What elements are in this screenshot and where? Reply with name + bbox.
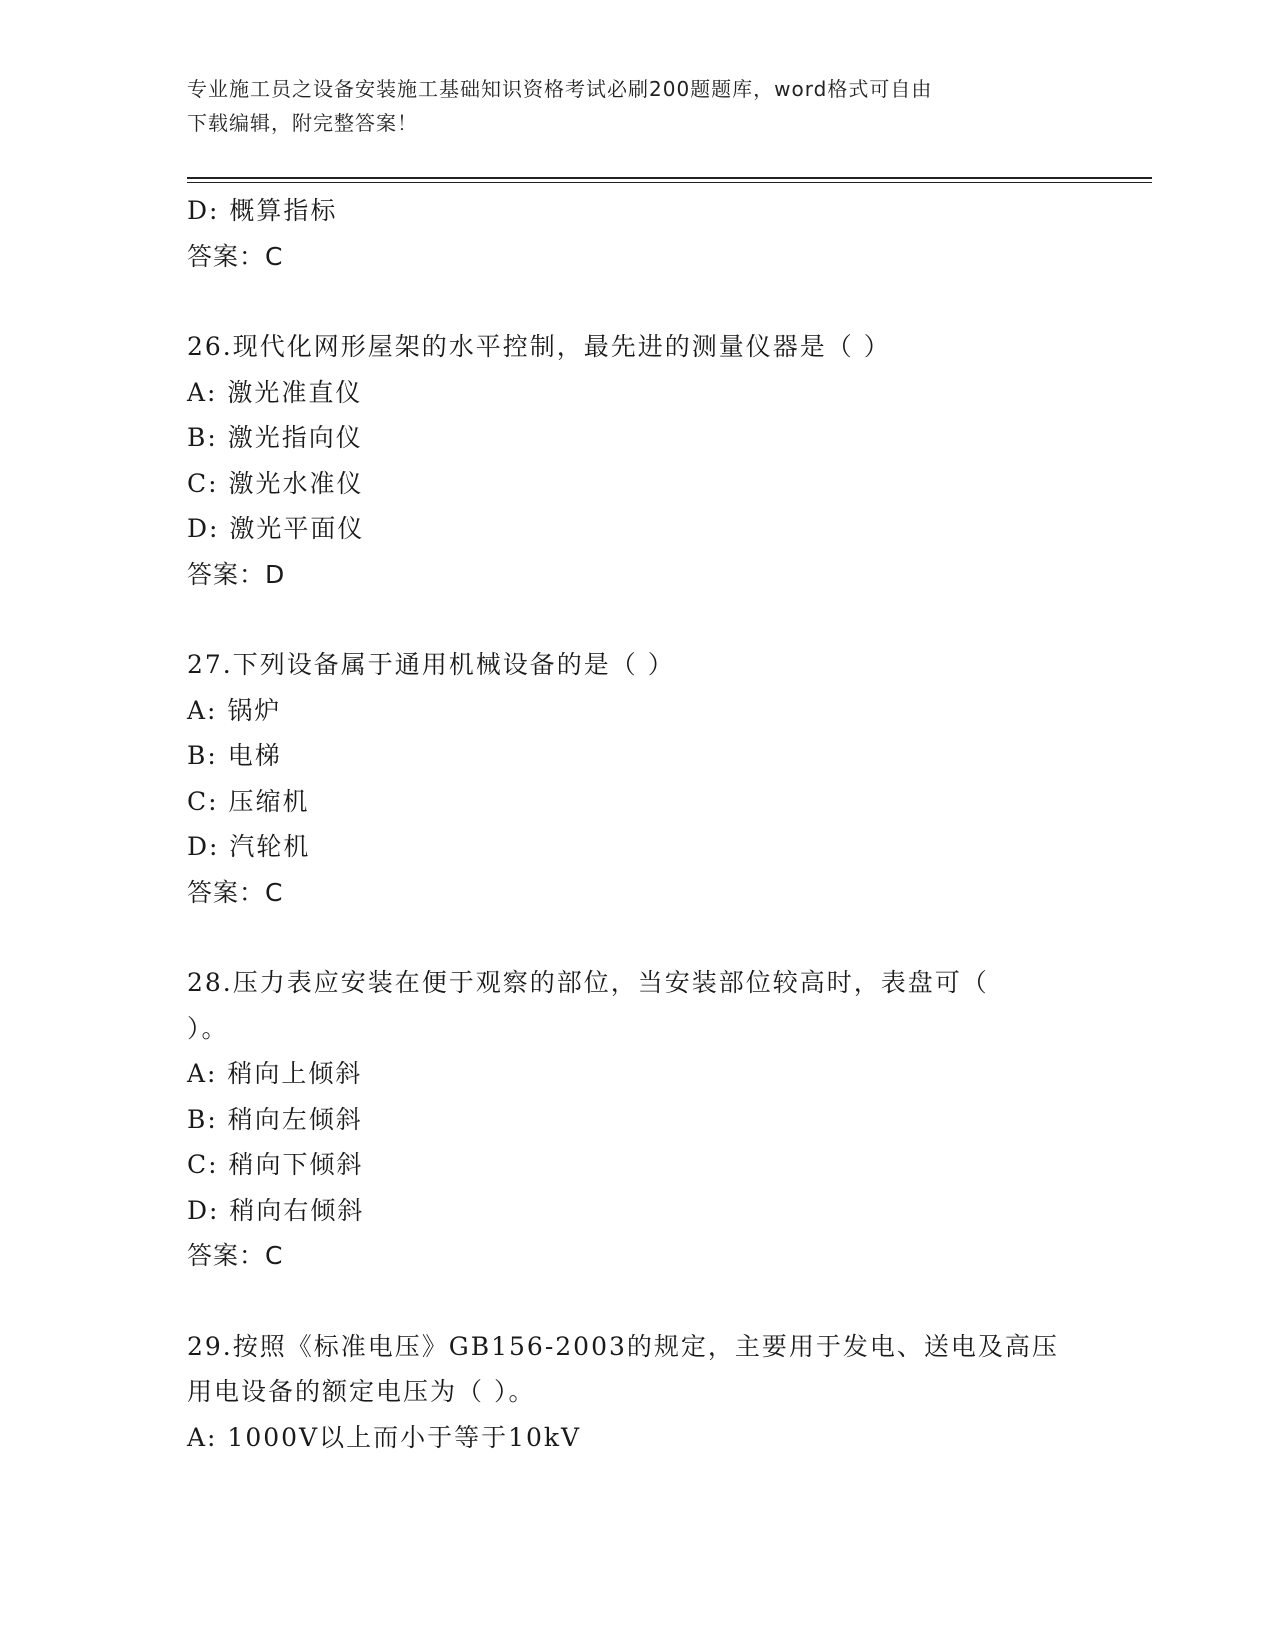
option-a: A: 激光准直仪 [187,377,363,407]
option-b: B: 电梯 [187,741,282,770]
option-c: C: 压缩机 [187,786,310,816]
header-divider-thin [187,182,1152,183]
question-27 [187,642,1087,915]
option-a: A: 锅炉 [187,695,282,725]
question-stem: 27.下列设备属于通用机械设备的是（ ） [187,650,675,679]
question-stem-continued: ）。 [187,1013,229,1043]
question-stem: 26.现代化网形屋架的水平控制，最先进的测量仪器是（ ） [187,332,891,361]
answer: 答案：C [187,241,284,271]
question-list [187,188,1087,1460]
question-28 [187,960,1087,1279]
option-c: C: 稍向下倾斜 [187,1150,364,1179]
question-29 [187,1324,1087,1461]
spacer [187,1279,1087,1324]
option-a: A: 稍向上倾斜 [187,1059,363,1088]
header-line-2: 下载编辑，附完整答案！ [187,111,418,135]
spacer [187,915,1087,960]
question-stem: 29.按照《标准电压》GB156-2003的规定，主要用于发电、送电及高压 [187,1331,1059,1361]
answer: 答案：C [187,877,284,907]
header-divider-thick [187,177,1152,179]
option-d: D: 稍向右倾斜 [187,1195,365,1225]
header-line-1: 专业施工员之设备安装施工基础知识资格考试必刷200题题库，word格式可自由 [187,77,933,101]
option-c: C: 激光水准仪 [187,468,364,498]
answer: 答案：C [187,1241,284,1270]
spacer [187,279,1087,324]
option-b: B: 激光指向仪 [187,423,363,452]
option-b: B: 稍向左倾斜 [187,1104,363,1134]
option-d: D: 汽轮机 [187,832,311,861]
document-header [187,72,1067,140]
answer: 答案：D [187,559,286,589]
option-a: A: 1000V以上而小于等于10kV [187,1422,582,1452]
question-stem: 28.压力表应安装在便于观察的部位，当安装部位较高时，表盘可（ [187,968,989,997]
question-stem-continued: 用电设备的额定电压为（ ）。 [187,1377,536,1406]
spacer [187,597,1087,642]
option-d: D: 激光平面仪 [187,514,365,543]
question-26 [187,324,1087,597]
option-d: D: 概算指标 [187,196,338,225]
question-25-tail [187,188,1087,279]
